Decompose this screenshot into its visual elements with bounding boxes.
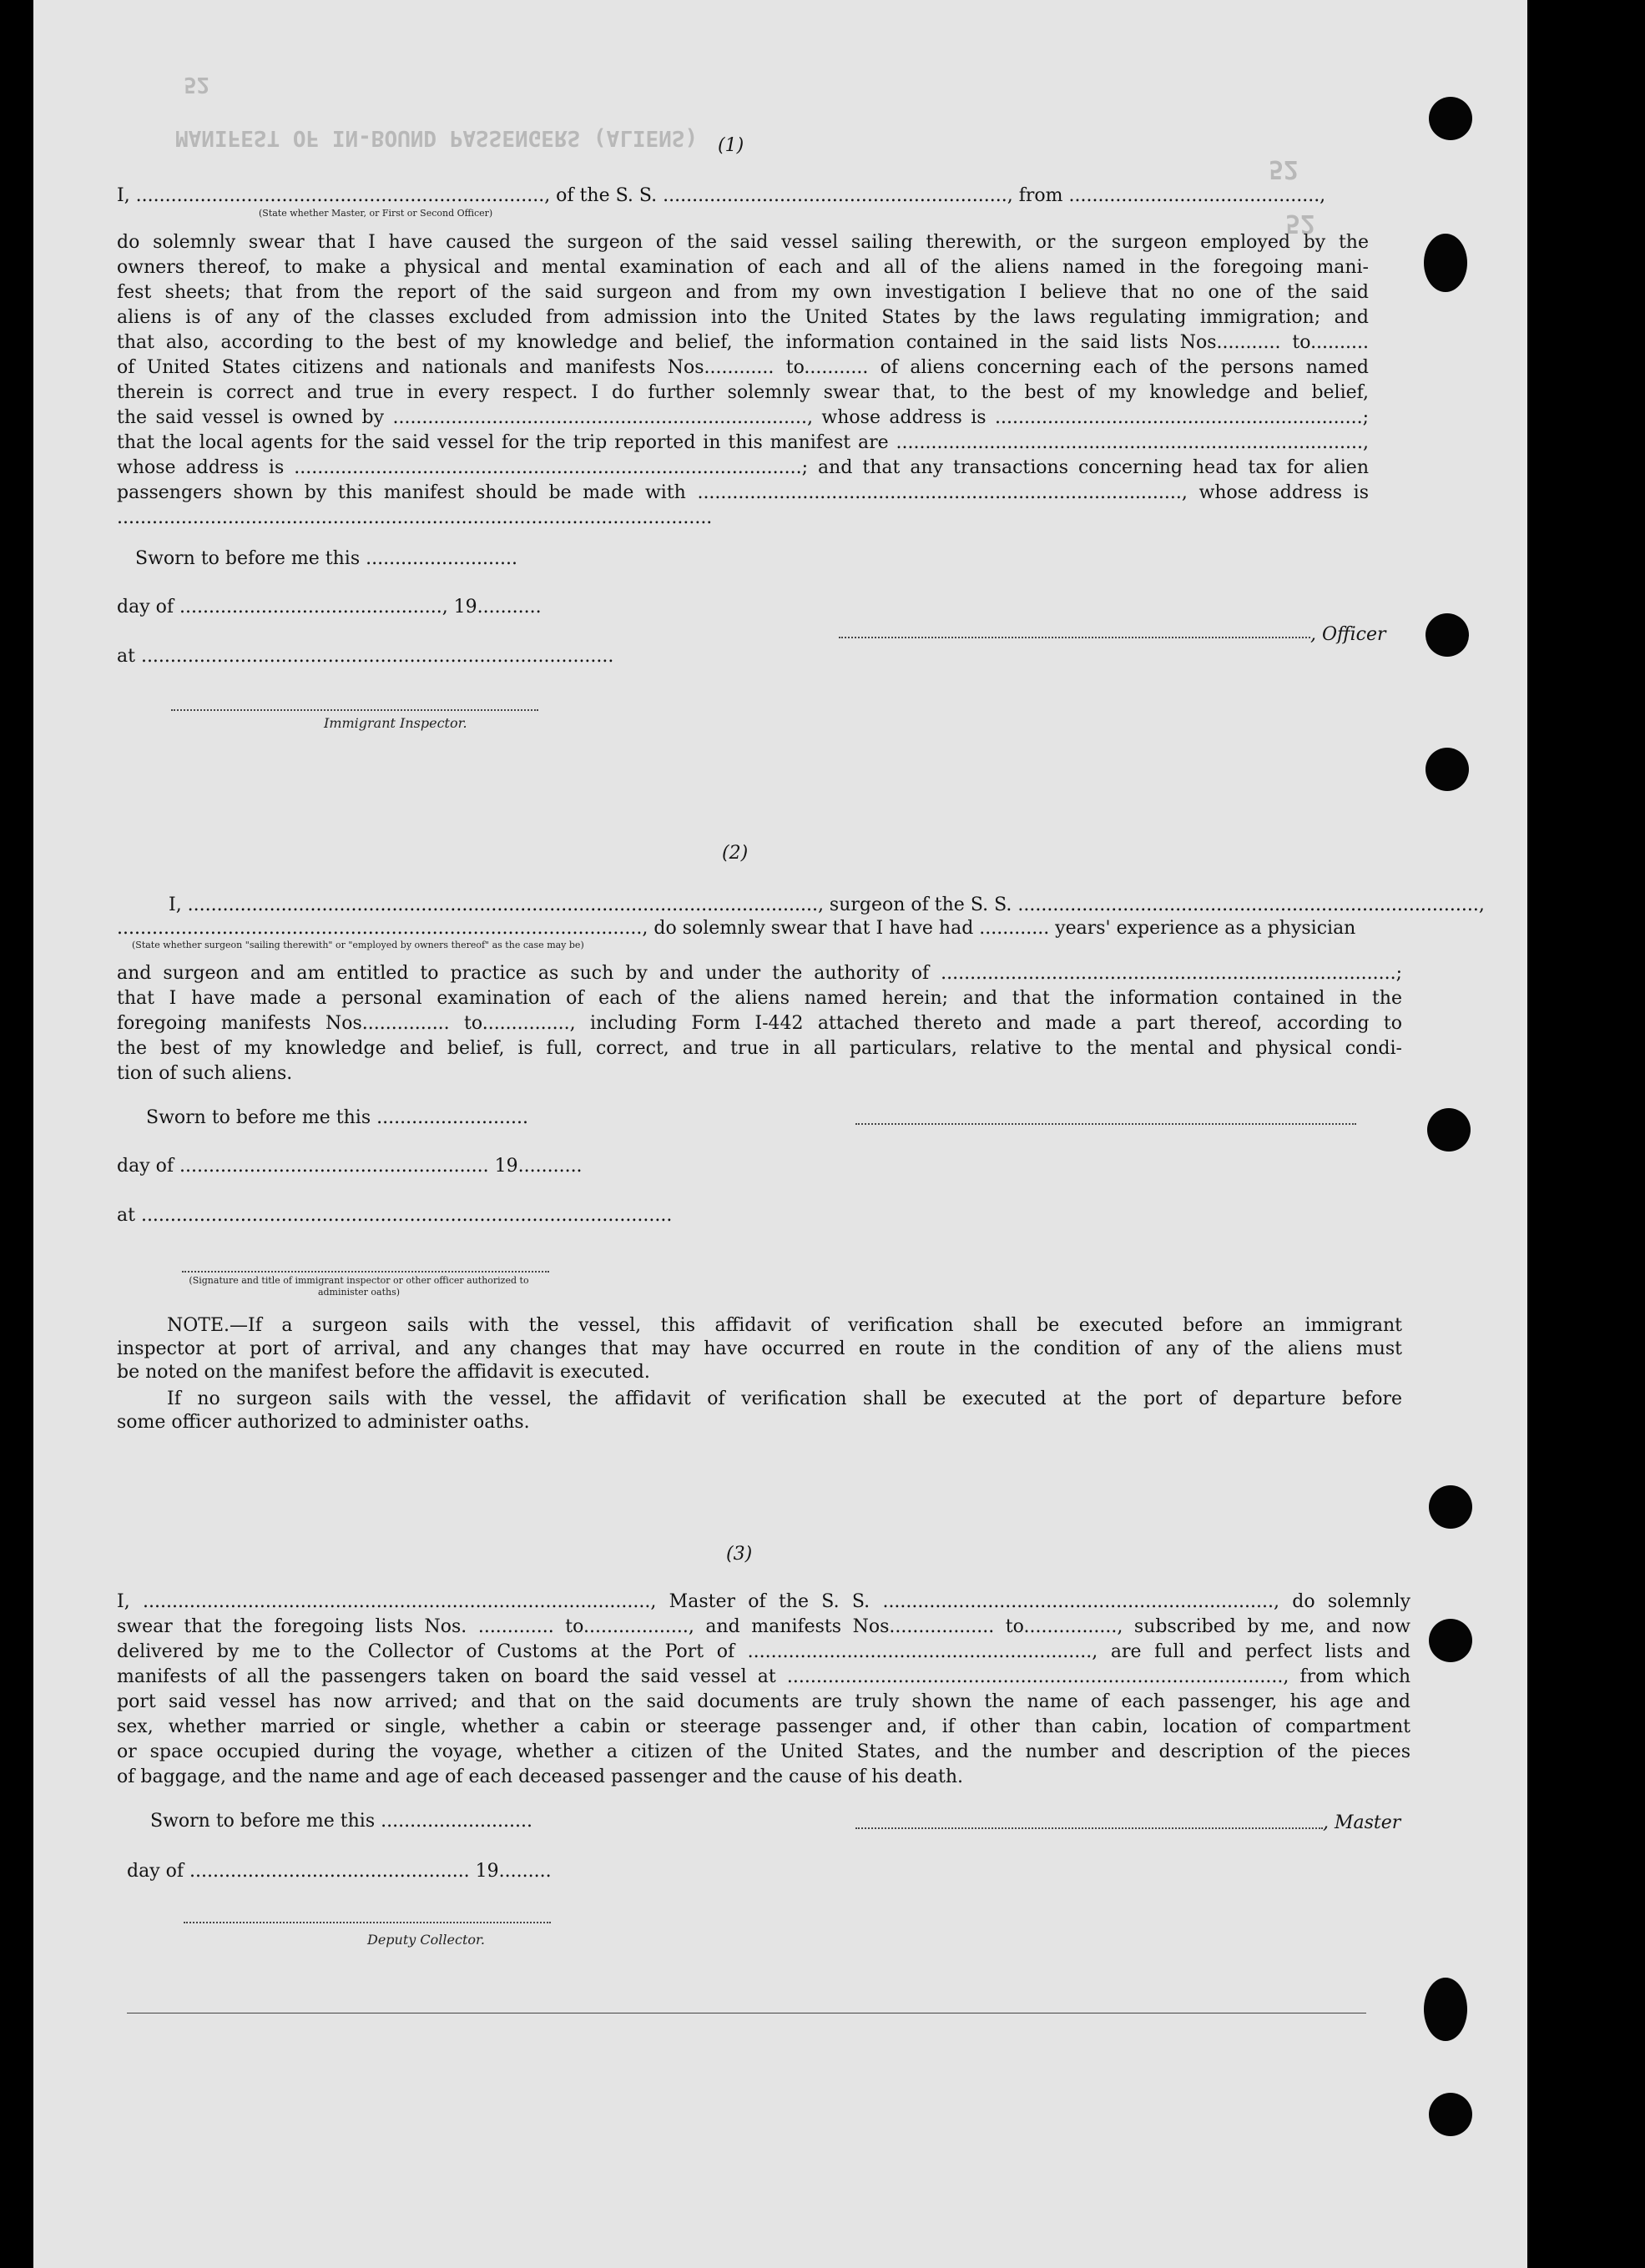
text-line: do solemnly swear that I have caused the surgeon of the said vessel sailing therewith, or the surgeon employed by the	[117, 232, 1369, 253]
text-line: whose address is .......................................................................................; and that any transactions concerning head tax for alien	[117, 457, 1369, 478]
inspector-signature-line	[171, 709, 538, 711]
binder-hole	[1425, 613, 1469, 657]
text-line: or space occupied during the voyage, whether a citizen of the United States, and the number and description of the pieces	[117, 1741, 1410, 1762]
master-signature-line	[855, 1827, 1323, 1829]
binder-hole	[1425, 748, 1469, 791]
binder-hole	[1427, 1108, 1471, 1152]
section-1-first-line: I, ......................................................................, of the S. S. ..........................................................., from ...........................................,	[117, 185, 1326, 206]
section-2-day-of: day of ..................................................... 19...........	[117, 1156, 583, 1177]
section-2-first-line: I, ............................................................................................................, surgeon of the S. S. ...............................................................................,	[169, 895, 1485, 915]
text-line: aliens is of any of the classes excluded from admission into the United States by the laws regulating immigration; and	[117, 307, 1369, 328]
bleed-through-number-2: 52	[1285, 209, 1316, 238]
binder-hole	[1429, 2093, 1472, 2136]
section-1-caption: (State whether Master, or First or Second Officer)	[259, 208, 493, 219]
text-line: that I have made a personal examination of each of the aliens named herein; and that the information contained in the	[117, 988, 1402, 1009]
text-line: owners thereof, to make a physical and mental examination of each and all of the aliens named in the foregoing mani-	[117, 257, 1369, 278]
text-line: and surgeon and am entitled to practice as such by and under the authority of ..............................................................................;	[117, 963, 1402, 984]
section-1-at: at .................................................................................	[117, 646, 614, 667]
immigrant-inspector-label: Immigrant Inspector.	[324, 715, 467, 731]
text-line: the said vessel is owned by ......................................................................., whose address is ...............................................................;	[117, 407, 1369, 428]
section-1-body	[117, 230, 1369, 531]
section-2-at: at ...........................................................................................	[117, 1205, 673, 1226]
text-line: the best of my knowledge and belief, is full, correct, and true in all particulars, relative to the mental and physical condi-	[117, 1038, 1402, 1059]
officer-signature-line-2	[182, 1271, 549, 1273]
text-line: swear that the foregoing lists Nos. ............. to.................., and manifests Nos.................. to................, subscribed by me, and now	[117, 1616, 1410, 1637]
section-1-day-of: day of ............................................., 19...........	[117, 597, 542, 617]
text-line: I, ......................................................................................., Master of the S. S. ..................................................................., do solemnly	[117, 1591, 1410, 1612]
section-3-sworn: Sworn to before me this ..........................	[150, 1811, 532, 1832]
document-page	[33, 0, 1527, 2268]
master-label: , Master	[1323, 1812, 1401, 1833]
note-line: inspector at port of arrival, and any changes that may have occurred en route in the condition of any of the aliens must	[117, 1338, 1402, 1359]
section-2-second-line: .........................................................................................., do solemnly swear that I have had ............ years' experience as a physician	[117, 918, 1356, 939]
note-line: some officer authorized to administer oaths.	[117, 1412, 530, 1433]
section-2-sworn: Sworn to before me this ..........................	[146, 1107, 528, 1128]
bleed-through-title: MANIFEST OF IN-BOUND PASSENGERS (ALIENS)	[175, 125, 699, 150]
text-line: delivered by me to the Collector of Customs at the Port of ..........................................................., are full and perfect lists and	[117, 1641, 1410, 1662]
note-line: NOTE.—If a surgeon sails with the vessel, this affidavit of verification shall be executed before an immigrant	[167, 1315, 1402, 1336]
binder-hole	[1429, 1619, 1472, 1662]
section-2-body	[117, 961, 1402, 1086]
text-line: port said vessel has now arrived; and that on the said documents are truly shown the name of each passenger, his age and	[117, 1691, 1410, 1712]
section-3-body	[117, 1590, 1410, 1790]
officer-label: , Officer	[1310, 624, 1386, 645]
signature-note: (Signature and title of immigrant inspector or other officer authorized to administer oaths)	[189, 1275, 529, 1298]
text-line: that the local agents for the said vessel for the trip reported in this manifest are ................................................................................,	[117, 432, 1369, 453]
section-3-day-of: day of ................................................ 19.........	[127, 1861, 552, 1882]
note-line: If no surgeon sails with the vessel, the affidavit of verification shall be executed at the port of departure before	[167, 1389, 1402, 1409]
text-line: foregoing manifests Nos............... to..............., including Form I-442 attached thereto and made a part thereof, according to	[117, 1013, 1402, 1034]
collector-signature-line	[184, 1922, 551, 1923]
bleed-through-number: 52	[1269, 154, 1299, 184]
section-2-heading: (2)	[722, 843, 749, 864]
binder-hole	[1424, 1978, 1467, 2041]
deputy-collector-label: Deputy Collector.	[367, 1932, 485, 1948]
text-line: that also, according to the best of my knowledge and belief, the information contained in the said lists Nos........... to..........	[117, 332, 1369, 353]
text-line: fest sheets; that from the report of the said surgeon and from my own investigation I believe that no one of the said	[117, 282, 1369, 303]
section-1-heading: (1)	[718, 135, 744, 156]
text-line: of United States citizens and nationals and manifests Nos............ to........... of aliens concerning each of the persons named	[117, 357, 1369, 378]
binder-hole	[1429, 1485, 1472, 1529]
page-number-mark: 52	[184, 72, 210, 97]
text-line: ......................................................................................................	[117, 507, 713, 528]
text-line: manifests of all the passengers taken on board the said vessel at ....................................................................................., from which	[117, 1666, 1410, 1687]
surgeon-signature-line	[855, 1123, 1356, 1125]
text-line: tion of such aliens.	[117, 1063, 293, 1084]
section-3-heading: (3)	[726, 1544, 753, 1565]
binder-hole	[1429, 97, 1472, 140]
section-1-sworn: Sworn to before me this ..........................	[135, 548, 517, 569]
officer-signature-line	[839, 637, 1310, 638]
text-line: of baggage, and the name and age of each deceased passenger and the cause of his death.	[117, 1767, 963, 1787]
section-2-caption: (State whether surgeon "sailing therewith" or "employed by owners thereof" as the case may be)	[132, 940, 584, 950]
note-line: be noted on the manifest before the affidavit is executed.	[117, 1362, 650, 1383]
binder-hole	[1424, 234, 1467, 292]
text-line: passengers shown by this manifest should be made with ..................................................................................., whose address is	[117, 482, 1369, 503]
text-line: sex, whether married or single, whether a cabin or steerage passenger and, if other than cabin, location of compartment	[117, 1716, 1410, 1737]
text-line: therein is correct and true in every respect. I do further solemnly swear that, to the best of my knowledge and belief,	[117, 382, 1369, 403]
